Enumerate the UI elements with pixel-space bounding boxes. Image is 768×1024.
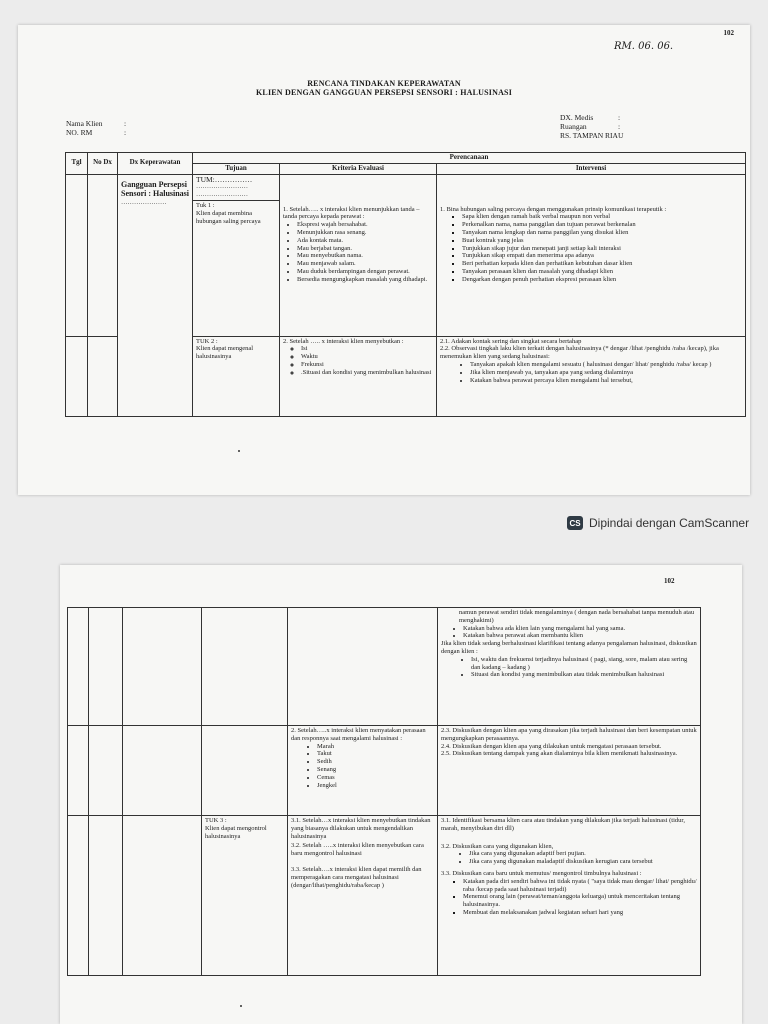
tuk3-description: Klien dapat mengontrol halusinasinya	[205, 824, 267, 840]
tujuan-cell	[202, 726, 288, 816]
kriteria-cell-b	[288, 726, 438, 816]
kriteria-b-list	[291, 743, 434, 790]
continued-paragraph: Jika klien tidak sedang berhalusinasi klarifikasi tentang adanya pengalaman halusinasi, diskusikan dengan klien :	[441, 640, 697, 655]
list-item: • Tanyakan apakah klien mengalami sesuatu ( halusinasi dengar/ lihat/ penghidu /raba/ kecap )	[470, 361, 742, 369]
handwritten-rm-number: RM. 06. 06.	[614, 41, 674, 52]
list-item: • Jika klien menjawab ya, tanyakan apa yang sedang dialaminya	[470, 369, 742, 377]
scanned-page-2	[60, 565, 742, 1024]
intervensi-2-5: 2.5. Diskusikan tentang dampak yang akan dialaminya bila klien menikmati halusinasinya.	[441, 750, 678, 758]
colon: :	[618, 122, 621, 131]
tujuan-cell	[202, 608, 288, 726]
tuk3-label: TUK 3 :	[205, 817, 227, 824]
diagnosis-dots: …………………	[121, 198, 167, 206]
list-item: • Isi, waktu dan frekuensi terjadinya halusinasi ( pagi, siang, sore, malam atau sering dan kadang – kadang )	[471, 656, 697, 672]
kriteria-cell-2	[280, 336, 437, 416]
list-item: ▪ Tunjukkan sikap jujur dan menepati janji setiap kali interaksi	[462, 245, 742, 253]
continued-list-2	[441, 656, 697, 679]
tum-label: TUM:……………	[196, 174, 253, 184]
tujuan-cell-1	[193, 174, 280, 336]
intervensi1-intro: 1. Bina hubungan saling percaya dengan menggunakan prinsip komunikasi terapeutik :	[440, 205, 667, 213]
list-item: • Takut	[317, 750, 434, 758]
kriteria2-intro: 2. Setelah ….. x interaksi klien menyebutkan :	[283, 337, 404, 345]
document-title: RENCANA TINDAKAN KEPERAWATAN	[307, 79, 461, 88]
diagnosis-text: Gangguan Persepsi Sensori : Halusinasi	[121, 179, 190, 199]
list-item: • Mau menyebutkan nama.	[297, 252, 433, 260]
list-item: • Mau berjabat tangan.	[297, 245, 433, 253]
kriteria2-list	[283, 345, 433, 376]
list-item: • Marah	[317, 743, 434, 751]
tuk2-description: Klien dapat mengenal halusinasinya	[196, 345, 254, 361]
list-item: • Menunjukkan rasa senang.	[297, 229, 433, 237]
list-item: • Katakan bahwa perawat percaya klien mengalami hal tersebut,	[470, 377, 742, 385]
no-rm-label: NO. RM	[66, 128, 93, 137]
intervensi-cell-2	[437, 336, 746, 416]
intervensi-3-2-list	[441, 850, 697, 866]
list-item: ▪ Katakan pada diri sendiri bahwa ini tidak nyata ( "saya tidak mau dengar/ lihat/ penghidu/ raba /kecap pada saat halusinasi terjadi)	[463, 878, 697, 894]
tujuan-cell-2	[193, 336, 280, 416]
kriteria-cell-1	[280, 174, 437, 336]
list-item: • Jika cara yang digunakan adaptif beri pujian.	[469, 850, 697, 858]
tujuan-cell-3	[202, 816, 288, 976]
header-no-dx: No Dx	[88, 153, 118, 175]
list-item: • Senang	[317, 766, 434, 774]
document-subtitle: KLIEN DENGAN GANGGUAN PERSEPSI SENSORI : HALUSINASI	[255, 88, 513, 97]
list-item: ◦ .Situasi dan kondisi yang menimbulkan halusinasi	[301, 369, 433, 377]
hospital-name: RS. TAMPAN RIAU	[560, 131, 624, 140]
nama-klien-label: Nama Klien	[66, 119, 103, 128]
no-dx-cell	[88, 336, 118, 416]
camscanner-watermark	[567, 510, 749, 536]
header-perencanaan: Perencanaan	[193, 153, 746, 164]
colon: :	[124, 119, 127, 128]
diagnosis-cell	[118, 174, 193, 416]
tgl-cell	[68, 816, 89, 976]
intervensi2-2: 2.2. Observasi tingkah laku klien terkait dengan halusinasinya (* dengar /lihat /penghidu /raba /kecap), jika menemukan klien yang sedang halusinasi:	[440, 345, 719, 361]
list-item: ▪ Menemui orang lain (perawat/teman/anggota keluarga) untuk menceritakan tentang halusinasinya.	[463, 893, 697, 909]
tuk1-description: Klien dapat membina hubungan saling percaya	[196, 209, 261, 225]
intervensi-cell-1	[437, 174, 746, 336]
header-dx-keperawatan: Dx Keperawatan	[118, 153, 193, 175]
list-item: ▪ Tanyakan nama lengkap dan nama panggilan yang disukai klien	[462, 229, 742, 237]
kriteria1-list	[283, 221, 433, 283]
list-item: ◦ Isi	[301, 345, 433, 353]
care-plan-table-1	[65, 152, 746, 417]
dx-medis-label: DX. Medis	[560, 113, 594, 122]
page-number: 102	[664, 577, 675, 585]
tgl-cell	[68, 726, 89, 816]
list-item: • Jika cara yang digunakan maladaptif diskusikan kerugian cara tersebut	[469, 858, 697, 866]
dx-cell	[123, 608, 202, 726]
camscanner-text: Dipindai dengan CamScanner	[589, 516, 750, 530]
header-tujuan: Tujuan	[193, 163, 280, 174]
list-item: ▪ Tanyakan perasaan klien dan masalah yang dihadapi klien	[462, 268, 742, 276]
list-item: • Ada kontak mata.	[297, 237, 433, 245]
kriteria1-intro: 1. Setelah….. x interaksi klien menunjukkan tanda – tanda percaya kepada perawat :	[283, 205, 420, 221]
dx-cell	[123, 816, 202, 976]
list-item: ▪ Sapa klien dengan ramah baik verbal maupun non verbal	[462, 213, 742, 221]
list-item: • Katakan bahwa perawat akan membantu klien	[463, 632, 697, 640]
kriteria-cell-3	[288, 816, 438, 976]
list-item: • Ekspresi wajah bersahabat.	[297, 221, 433, 229]
intervensi-3-1: 3.1. Identifikasi bersama klien cara atau tindakan yang dilakukan jika terjadi halusinasi (tidur, marah, menyibukan diri dll)	[441, 817, 685, 832]
list-item: ◦ Frekunsi	[301, 361, 433, 369]
list-item: • Mau menjawab salam.	[297, 260, 433, 268]
dx-cell	[123, 726, 202, 816]
list-item: • Jengkel	[317, 782, 434, 790]
intervensi-3-3-list	[441, 878, 697, 917]
patient-info-right	[560, 113, 623, 140]
tuk1-label: Tuk 1 :	[196, 201, 215, 209]
intervensi2-1: 2.1. Adakan kontak sering dan singkat secara bertahap	[440, 337, 582, 345]
no-dx-cell	[89, 816, 123, 976]
intervensi-cell-b	[438, 726, 701, 816]
header-tgl: Tgl	[66, 153, 88, 175]
no-dx-cell	[88, 174, 118, 336]
kriteria-3-3: 3.3. Setelah….x interaksi klien dapat memilih dan memperagakan cara mengatasi halusinasi (dengar/lihat/penghidu/raba/kecap )	[291, 865, 422, 889]
kriteria-b-intro: 2. Setelah…..x interaksi klien menyatakan perasaan dan responnya saat mengalami halusinasi :	[291, 727, 426, 742]
intervensi1-list	[440, 213, 742, 283]
camscanner-logo-icon: CS	[567, 516, 583, 530]
list-item: ▪ Beri perhatian kepada klien dan perhatikan kebutuhan dasar klien	[462, 260, 742, 268]
list-item: • Bersedia mengungkapkan masalah yang dihadapi.	[297, 276, 433, 284]
list-item: ▪ Buat kontrak yang jelas	[462, 237, 742, 245]
continued-list	[441, 625, 697, 641]
intervensi-3-3: 3.3. Diskusikan cara baru untuk memutus/ mengontrol timbulnya halusinasi :	[441, 869, 642, 877]
tum-dots: ……………………	[196, 191, 248, 199]
list-item: ▪ Perkenalkan nama, nama panggilan dan tujuan perawat berkenalan	[462, 221, 742, 229]
colon: :	[618, 113, 621, 122]
intervensi-3-2: 3.2. Diskusikan cara yang digunakan klien,	[441, 842, 554, 850]
kriteria-3-2: 3.2. Setelah …..x interaksi klien menyebutkan cara baru mengontrol halusinasi	[291, 842, 424, 858]
no-dx-cell	[89, 608, 123, 726]
tgl-cell	[68, 608, 89, 726]
list-item: • Sedih	[317, 758, 434, 766]
tuk2-label: TUK 2 :	[196, 337, 218, 345]
header-kriteria: Kriteria Evaluasi	[280, 163, 437, 174]
patient-info-left	[66, 119, 126, 137]
tum-dots: ……………………	[196, 183, 248, 191]
list-item: • Cemas	[317, 774, 434, 782]
tgl-cell	[66, 336, 88, 416]
list-item: • Katakan bahwa ada klien lain yang mengalami hal yang sama.	[463, 625, 697, 633]
intervensi-cell-continued	[438, 608, 701, 726]
list-item: • Situasi dan kondisi yang menimbulkan atau tidak menimbulkan halusinasi	[471, 671, 697, 679]
list-item: ▪ Membuat dan melaksanakan jadwal kegiatan sehari hari yang	[463, 909, 697, 917]
intervensi-2-4: 2.4. Diskusikan dengan klien apa yang dilakukan untuk mengatasi perasaan tersebut.	[441, 742, 662, 750]
list-item: • Mau duduk berdampingan dengan perawat.	[297, 268, 433, 276]
intervensi2-list	[440, 361, 742, 384]
kriteria-cell	[288, 608, 438, 726]
page-number: 102	[723, 29, 734, 37]
intervensi-cell-3	[438, 816, 701, 976]
list-item: ◦ Waktu	[301, 353, 433, 361]
tgl-cell	[66, 174, 88, 336]
list-item: ▪ Dengarkan dengan penuh perhatian ekspresi perasaan klien	[462, 276, 742, 284]
care-plan-table-2	[67, 607, 701, 976]
no-dx-cell	[89, 726, 123, 816]
ruangan-label: Ruangan	[560, 122, 587, 131]
intervensi-2-3: 2.3. Diskusikan dengan klien apa yang dirasakan jika terjadi halusinasi dan beri kesempatan untuk mengungkapkan perasaannya.	[441, 727, 697, 742]
header-intervensi: Intervensi	[437, 163, 746, 174]
continued-text: namun perawat sendiri tidak mengalaminya ( dengan nada bersahabat tanpa menuduh atau menghakimi)	[459, 609, 695, 624]
colon: :	[124, 128, 127, 137]
scanned-page-1	[18, 25, 750, 495]
list-item: ▪ Tunjukkan sikap empati dan menerima apa adanya	[462, 252, 742, 260]
kriteria-3-1: 3.1. Setelah…x interaksi klien menyebutkan tindakan yang biasanya dilakukan untuk mengendalikan halusinasinya	[291, 817, 431, 840]
